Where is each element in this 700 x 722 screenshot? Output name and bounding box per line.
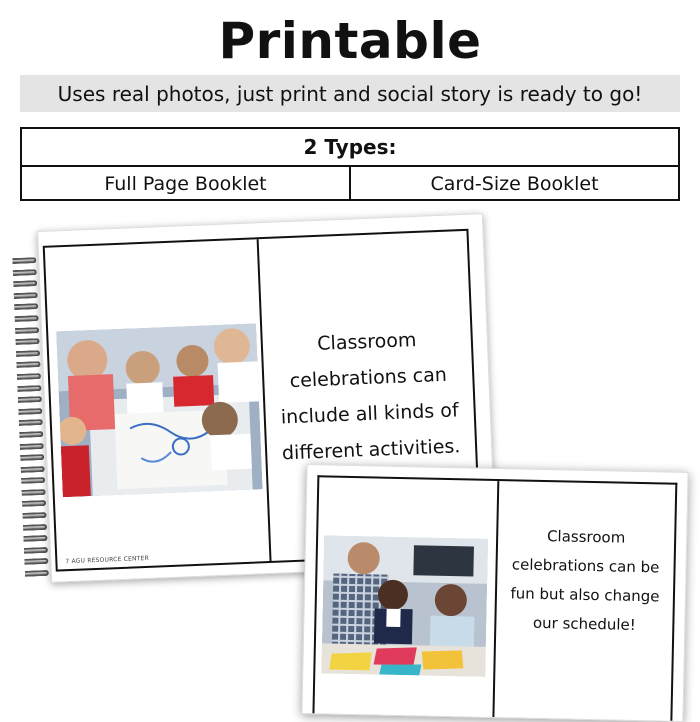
story-line: Classroom (546, 527, 626, 547)
type-option-card-size: Card-Size Booklet (430, 173, 599, 195)
card-size-frame (312, 475, 677, 720)
page-title: Printable (218, 12, 482, 70)
story-line: celebrations can (289, 363, 448, 393)
card-size-booklet-preview (301, 464, 688, 722)
card-size-photo-panel (314, 477, 499, 717)
card-size-sheet (301, 464, 688, 722)
story-line: Classroom (316, 328, 417, 355)
story-line: different activities. (281, 435, 461, 465)
card-size-text-panel (494, 441, 676, 721)
types-table (20, 127, 680, 201)
types-row (22, 167, 678, 201)
subtitle-text: Uses real photos, just print and social story is ready to go! (57, 81, 643, 106)
story-line: include all kinds of (280, 399, 459, 429)
story-line: celebrations can be (511, 555, 660, 577)
teacher-students-photo (321, 535, 488, 676)
type-option-full-page: Full Page Booklet (22, 167, 351, 201)
types-heading: 2 Types: (22, 129, 678, 167)
story-line: our schedule! (532, 613, 636, 634)
children-drawing-photo (56, 323, 263, 497)
full-page-photo-panel (45, 239, 272, 569)
subtitle-banner (20, 75, 680, 112)
credit-text: 7 AGU RESOURCE CENTER (65, 554, 150, 566)
story-line: fun but also change (510, 584, 660, 606)
